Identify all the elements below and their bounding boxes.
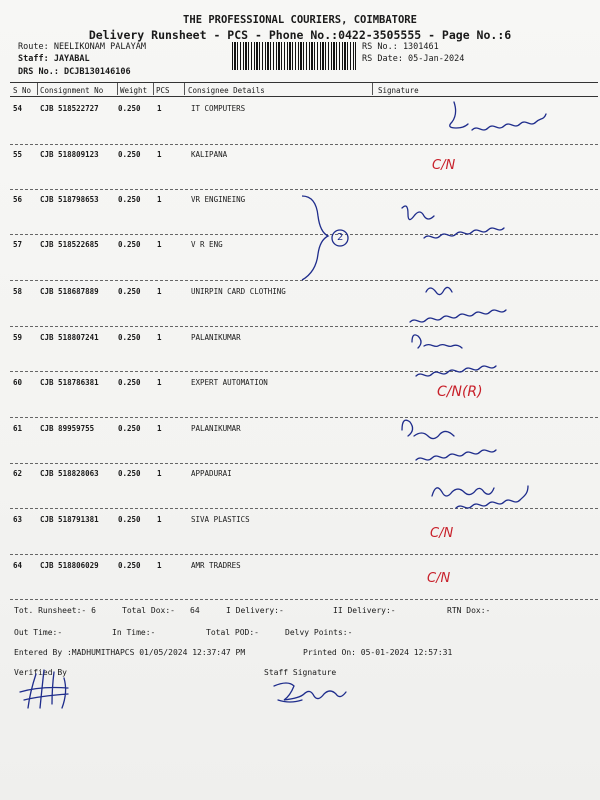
- col-signature: Signature: [378, 86, 419, 95]
- rs-date: RS Date: 05-Jan-2024: [362, 54, 465, 64]
- rtn-dox: RTN Dox:-: [447, 606, 491, 615]
- row-sno: 57: [13, 240, 23, 249]
- staff-signature: [270, 676, 350, 710]
- drs-label: DRS No.: DCJB130146106: [18, 67, 131, 77]
- row-pcs: 1: [157, 287, 162, 296]
- handwritten-signatures: [380, 96, 600, 616]
- entered-by: Entered By :MADHUMITHAPCS 01/05/2024 12:37:47 PM: [14, 648, 246, 657]
- table-top-rule: [10, 82, 598, 83]
- row-sno: 58: [13, 287, 23, 296]
- row-pcs: 1: [157, 424, 162, 433]
- runsheet-subtitle: Delivery Runsheet - PCS - Phone No.:0422-3505555 - Page No.:6: [88, 28, 512, 42]
- row-weight: 0.250: [118, 150, 141, 159]
- row-pcs: 1: [157, 195, 162, 204]
- verifier-signature: [14, 666, 84, 716]
- col-divider: [372, 83, 373, 95]
- rs-no: RS No.: 1301461: [362, 42, 439, 52]
- row-consignment: CJB 89959755: [40, 424, 95, 433]
- i-delivery: I Delivery:-: [226, 606, 284, 615]
- row-consignment: CJB 518806029: [40, 561, 99, 570]
- col-consignee: Consignee Details: [188, 86, 265, 95]
- col-divider: [184, 83, 185, 95]
- route-label: Route: NEELIKONAM PALAYAM: [18, 42, 146, 52]
- verified-by: Verified By: [14, 668, 67, 677]
- row-consignment: CJB 518807241: [40, 333, 99, 342]
- row-consignment: CJB 518809123: [40, 150, 99, 159]
- cn-note: C/N: [427, 571, 451, 586]
- row-sno: 62: [13, 469, 23, 478]
- row-sno: 63: [13, 515, 23, 524]
- row-sno: 56: [13, 195, 23, 204]
- row-sno: 61: [13, 424, 23, 433]
- printed-on: Printed On: 05-01-2024 12:57:31: [303, 648, 453, 657]
- row-pcs: 1: [157, 469, 162, 478]
- col-divider: [37, 83, 38, 95]
- row-consignee: UNIRPIN CARD CLOTHING: [191, 287, 286, 296]
- row-consignee: IT COMPUTERS: [191, 104, 246, 113]
- row-weight: 0.250: [118, 424, 141, 433]
- row-weight: 0.250: [118, 195, 141, 204]
- total-dox-value: 64: [190, 606, 200, 615]
- barcode: [232, 42, 356, 70]
- row-weight: 0.250: [118, 378, 141, 387]
- col-pcs: PCS: [156, 86, 170, 95]
- row-consignee: V R ENG: [191, 240, 223, 249]
- row-consignment: CJB 518798653: [40, 195, 99, 204]
- row-sno: 64: [13, 561, 23, 570]
- row-sno: 54: [13, 104, 23, 113]
- circled-number: 2: [337, 232, 344, 243]
- row-consignment: CJB 518791381: [40, 515, 99, 524]
- row-consignment: CJB 518786381: [40, 378, 99, 387]
- total-dox-label: Total Dox:-: [122, 606, 175, 615]
- row-consignment: CJB 518522685: [40, 240, 99, 249]
- row-consignee: PALANIKUMAR: [191, 424, 241, 433]
- cn-note: C/N(R): [437, 384, 483, 400]
- row-consignment: CJB 518828063: [40, 469, 99, 478]
- col-consignment: Consignment No: [40, 86, 104, 95]
- row-weight: 0.250: [118, 561, 141, 570]
- row-weight: 0.250: [118, 240, 141, 249]
- staff-signature-label: Staff Signature: [264, 668, 337, 677]
- total-pod: Total POD:-: [206, 628, 259, 637]
- col-divider: [153, 83, 154, 95]
- row-pcs: 1: [157, 561, 162, 570]
- row-consignee: PALANIKUMAR: [191, 333, 241, 342]
- row-sno: 55: [13, 150, 23, 159]
- in-time: In Time:-: [112, 628, 156, 637]
- row-pcs: 1: [157, 104, 162, 113]
- col-sno: S No: [13, 86, 32, 95]
- row-weight: 0.250: [118, 287, 141, 296]
- row-pcs: 1: [157, 378, 162, 387]
- row-pcs: 1: [157, 515, 162, 524]
- ii-delivery: II Delivery:-: [333, 606, 396, 615]
- row-weight: 0.250: [118, 515, 141, 524]
- row-sno: 59: [13, 333, 23, 342]
- row-sno: 60: [13, 378, 23, 387]
- out-time: Out Time:-: [14, 628, 63, 637]
- row-consignee: EXPERT AUTOMATION: [191, 378, 268, 387]
- row-consignee: SIVA PLASTICS: [191, 515, 250, 524]
- row-pcs: 1: [157, 150, 162, 159]
- col-divider: [117, 83, 118, 95]
- staff-label: Staff: JAYABAL: [18, 54, 90, 64]
- company-title: THE PROFESSIONAL COURIERS, COIMBATORE: [183, 14, 417, 26]
- row-consignee: VR ENGINEING: [191, 195, 246, 204]
- cn-note: C/N: [430, 526, 454, 541]
- row-weight: 0.250: [118, 333, 141, 342]
- tot-runsheet: Tot. Runsheet:- 6: [14, 606, 96, 615]
- row-consignee: APPADURAI: [191, 469, 232, 478]
- row-consignee: KALIPANA: [191, 150, 228, 159]
- bracket-mark: [300, 194, 360, 284]
- row-weight: 0.250: [118, 104, 141, 113]
- col-weight: Weight: [120, 86, 148, 95]
- row-consignment: CJB 518687889: [40, 287, 99, 296]
- row-pcs: 1: [157, 240, 162, 249]
- row-consignee: AMR TRADRES: [191, 561, 241, 570]
- row-pcs: 1: [157, 333, 162, 342]
- row-consignment: CJB 518522727: [40, 104, 99, 113]
- delvy-points: Delvy Points:-: [285, 628, 353, 637]
- cn-note: C/N: [432, 158, 456, 173]
- row-weight: 0.250: [118, 469, 141, 478]
